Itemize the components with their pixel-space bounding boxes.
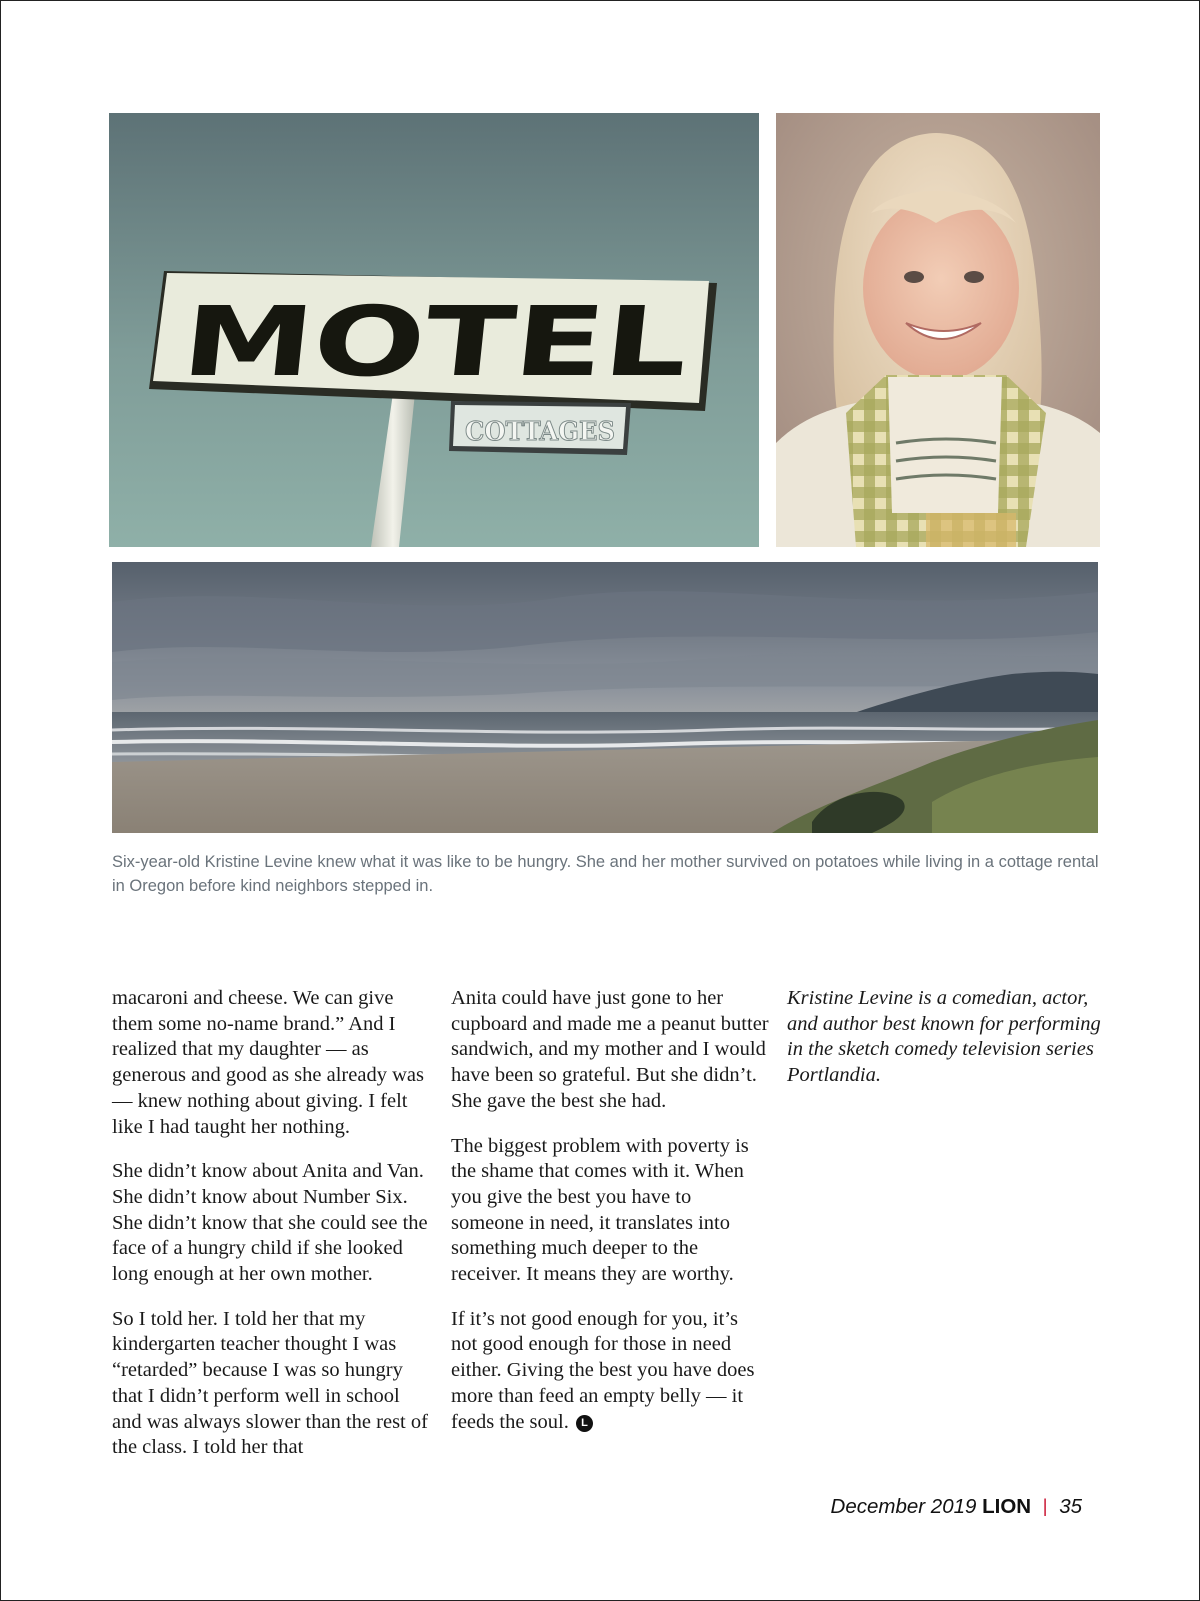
paragraph-text: If it’s not good enough for you, it’s not good enough for those in need either. Giving the best you have does more than feed an empty belly — it feeds the soul. bbox=[451, 1307, 755, 1433]
author-bio-text: Kristine Levine is a comedian, actor, and author best known for performing in the sketch comedy television series bbox=[787, 987, 1101, 1061]
paragraph: So I told her. I told her that my kindergarten teacher thought I was “retarded” because I was so hungry that I didn’t perform well in school and was always slower than the rest of the class. I told her that bbox=[112, 1307, 428, 1459]
show-title: Portlandia. bbox=[787, 1064, 881, 1087]
paragraph: Anita could have just gone to her cupboard and made me a peanut butter sandwich, and my mother and I would have been so grateful. But she didn’t. She gave the best she had. bbox=[451, 987, 769, 1112]
motel-sign-image bbox=[109, 113, 759, 547]
author-bio bbox=[787, 986, 1107, 1089]
child-portrait-image bbox=[776, 113, 1100, 547]
footer-separator: | bbox=[1042, 1496, 1048, 1516]
beach-image bbox=[112, 562, 1098, 833]
motel-sign-text: MOTEL bbox=[177, 286, 559, 398]
magazine-name: LION bbox=[982, 1495, 1032, 1518]
paragraph: The biggest problem with poverty is the shame that comes with it. When you give the best you have to someone in need, it translates into something much deeper to the receiver. It means they are worthy. bbox=[451, 1134, 749, 1286]
article-column-1 bbox=[112, 986, 430, 1480]
article-column-2 bbox=[451, 986, 769, 1454]
cottages-sign-text: COTTAGES bbox=[465, 417, 615, 447]
page-footer bbox=[831, 1495, 1082, 1519]
motel-sign-photo bbox=[109, 113, 759, 547]
paragraph: macaroni and cheese. We can give them some no-name brand.” And I realized that my daughter — as generous and good as she already was — knew nothing about giving. I felt like I had taught her nothing. bbox=[112, 987, 424, 1138]
paragraph: She didn’t know about Anita and Van. She didn’t know about Number Six. She didn’t know that she could see the face of a hungry child if she looked long enough at her own mother. bbox=[112, 1160, 428, 1286]
issue-date: December 2019 bbox=[830, 1495, 977, 1518]
lion-end-mark-icon: L bbox=[576, 1415, 593, 1432]
final-paragraph bbox=[451, 1307, 769, 1436]
photo-caption: Six-year-old Kristine Levine knew what it was like to be hungry. She and her mother survived on potatoes while living in a cottage rental in Oregon before kind neighbors stepped in. bbox=[112, 853, 1099, 895]
page-number: 35 bbox=[1059, 1495, 1082, 1518]
beach-photo bbox=[112, 562, 1098, 833]
child-portrait-photo bbox=[776, 113, 1100, 547]
author-bio-column bbox=[787, 986, 1107, 1089]
